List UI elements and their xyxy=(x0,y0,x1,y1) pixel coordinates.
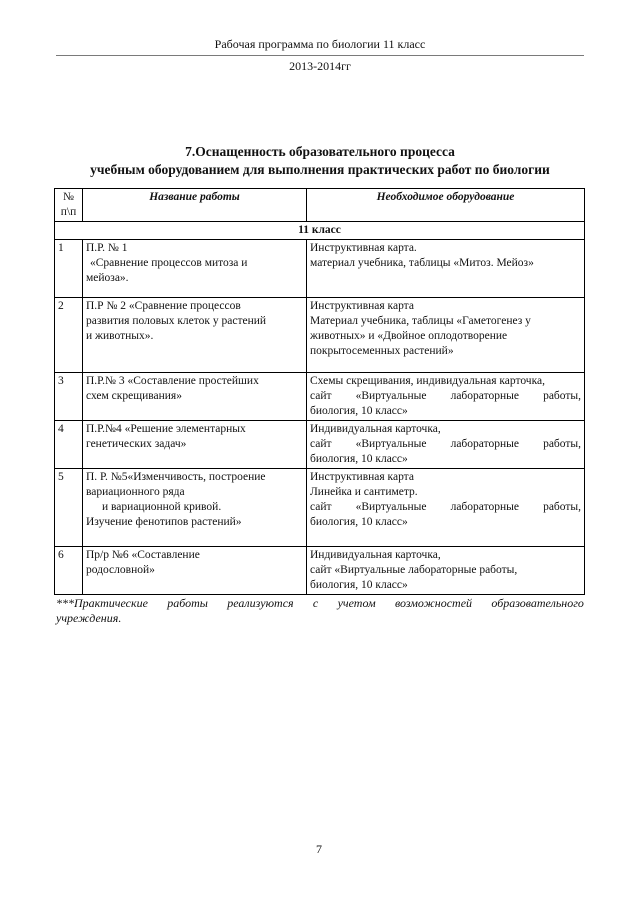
cell-line: Инструктивная карта. xyxy=(310,242,417,254)
cell-line: «Сравнение процессов митоза и xyxy=(90,257,248,269)
cell-line: П.Р № 2 «Сравнение процессов xyxy=(86,300,241,312)
footnote-line-1 xyxy=(56,596,584,611)
word: работы, xyxy=(543,438,581,450)
row-number: 5 xyxy=(55,469,83,547)
running-header xyxy=(56,36,584,74)
row-work-name xyxy=(83,469,307,547)
word: сайт xyxy=(310,390,332,402)
row-equipment xyxy=(307,373,585,421)
word: «Виртуальные xyxy=(355,390,427,402)
header-title: Рабочая программа по биологии 11 класс xyxy=(214,37,426,51)
row-equipment xyxy=(307,469,585,547)
cell-line: вариационного ряда xyxy=(86,486,185,498)
word: лабораторные xyxy=(450,390,519,402)
cell-line: биология, 10 класс» xyxy=(310,579,408,591)
cell-line: Инструктивная карта xyxy=(310,471,414,483)
cell-line: биология, 10 класс» xyxy=(310,453,408,465)
page-number: 7 xyxy=(316,842,322,856)
section-row xyxy=(55,222,585,240)
column-header-name: Название работы xyxy=(83,189,307,222)
cell-line: П.Р.№ 3 «Составление простейших xyxy=(86,375,259,387)
row-equipment xyxy=(307,298,585,373)
section-label: 11 класс xyxy=(55,222,585,240)
word: учетом xyxy=(337,596,376,610)
cell-line: сайт «Виртуальные лабораторные работы, xyxy=(310,564,518,576)
row-number: 6 xyxy=(55,547,83,595)
cell-line: развития половых клеток у растений xyxy=(86,315,267,327)
word: сайт xyxy=(310,438,332,450)
table-row xyxy=(55,421,585,469)
column-header-number: № п\п xyxy=(55,189,83,222)
cell-line: Изучение фенотипов растений» xyxy=(86,516,242,528)
row-number: 3 xyxy=(55,373,83,421)
header-divider xyxy=(56,55,584,56)
cell-line: Пр/р №6 «Составление xyxy=(86,549,200,561)
word: «Виртуальные xyxy=(355,501,427,513)
table-row xyxy=(55,298,585,373)
word: возможностей xyxy=(394,596,473,610)
cell-line: П.Р.№4 «Решение элементарных xyxy=(86,423,246,435)
word: лабораторные xyxy=(450,501,519,513)
equipment-table xyxy=(54,188,585,595)
cell-line: биология, 10 класс» xyxy=(310,405,408,417)
section-title-line-1: 7.Оснащенность образовательного процесса xyxy=(185,144,455,159)
cell-line-justified xyxy=(310,389,581,404)
cell-line-justified xyxy=(310,500,581,515)
row-number: 2 xyxy=(55,298,83,373)
cell-line: П. Р. №5«Изменчивость, построение xyxy=(86,471,266,483)
cell-line: и вариационной кривой. xyxy=(102,501,222,513)
footnote xyxy=(56,596,584,626)
word: сайт xyxy=(310,501,332,513)
table-row xyxy=(55,547,585,595)
column-header-equipment: Необходимое оборудование xyxy=(307,189,585,222)
cell-line: П.Р. № 1 xyxy=(86,242,128,254)
section-title xyxy=(56,143,584,179)
cell-line: мейоза». xyxy=(86,272,129,284)
row-equipment xyxy=(307,547,585,595)
section-title-line-2: учебным оборудованием для выполнения практических работ по биологии xyxy=(90,162,550,177)
row-work-name xyxy=(83,547,307,595)
cell-line: и животных». xyxy=(86,330,154,342)
cell-line: Индивидуальная карточка, xyxy=(310,423,441,435)
word: с xyxy=(312,596,319,610)
word: ***Практические xyxy=(56,596,148,610)
row-equipment xyxy=(307,421,585,469)
header-years: 2013-2014гг xyxy=(289,59,351,73)
cell-line: покрытосеменных растений» xyxy=(310,345,454,357)
word: работы xyxy=(167,596,208,610)
table-row xyxy=(55,373,585,421)
cell-line: генетических задач» xyxy=(86,438,187,450)
footnote-line-2: учреждения. xyxy=(56,611,122,625)
row-work-name xyxy=(83,421,307,469)
row-work-name xyxy=(83,373,307,421)
table-row xyxy=(55,469,585,547)
table-header-row xyxy=(55,189,585,222)
cell-line: Индивидуальная карточка, xyxy=(310,549,441,561)
cell-line: Линейка и сантиметр. xyxy=(310,486,418,498)
cell-line-justified xyxy=(310,437,581,452)
row-number: 1 xyxy=(55,240,83,298)
cell-line: схем скрещивания» xyxy=(86,390,182,402)
row-work-name xyxy=(83,240,307,298)
row-work-name xyxy=(83,298,307,373)
cell-line: Схемы скрещивания, индивидуальная карточка, xyxy=(310,375,545,387)
word: работы, xyxy=(543,390,581,402)
cell-line: Инструктивная карта xyxy=(310,300,414,312)
word: лабораторные xyxy=(450,438,519,450)
word: образовательного xyxy=(491,596,584,610)
table-row xyxy=(55,240,585,298)
cell-line: материал учебника, таблицы «Митоз. Мейоз» xyxy=(310,257,534,269)
row-equipment xyxy=(307,240,585,298)
cell-line: биология, 10 класс» xyxy=(310,516,408,528)
cell-line: Материал учебника, таблицы «Гаметогенез у xyxy=(310,315,531,327)
word: «Виртуальные xyxy=(355,438,427,450)
word: реализуются xyxy=(227,596,294,610)
cell-line: животных» и «Двойное оплодотворение xyxy=(310,330,508,342)
cell-line: родословной» xyxy=(86,564,155,576)
row-number: 4 xyxy=(55,421,83,469)
word: работы, xyxy=(543,501,581,513)
